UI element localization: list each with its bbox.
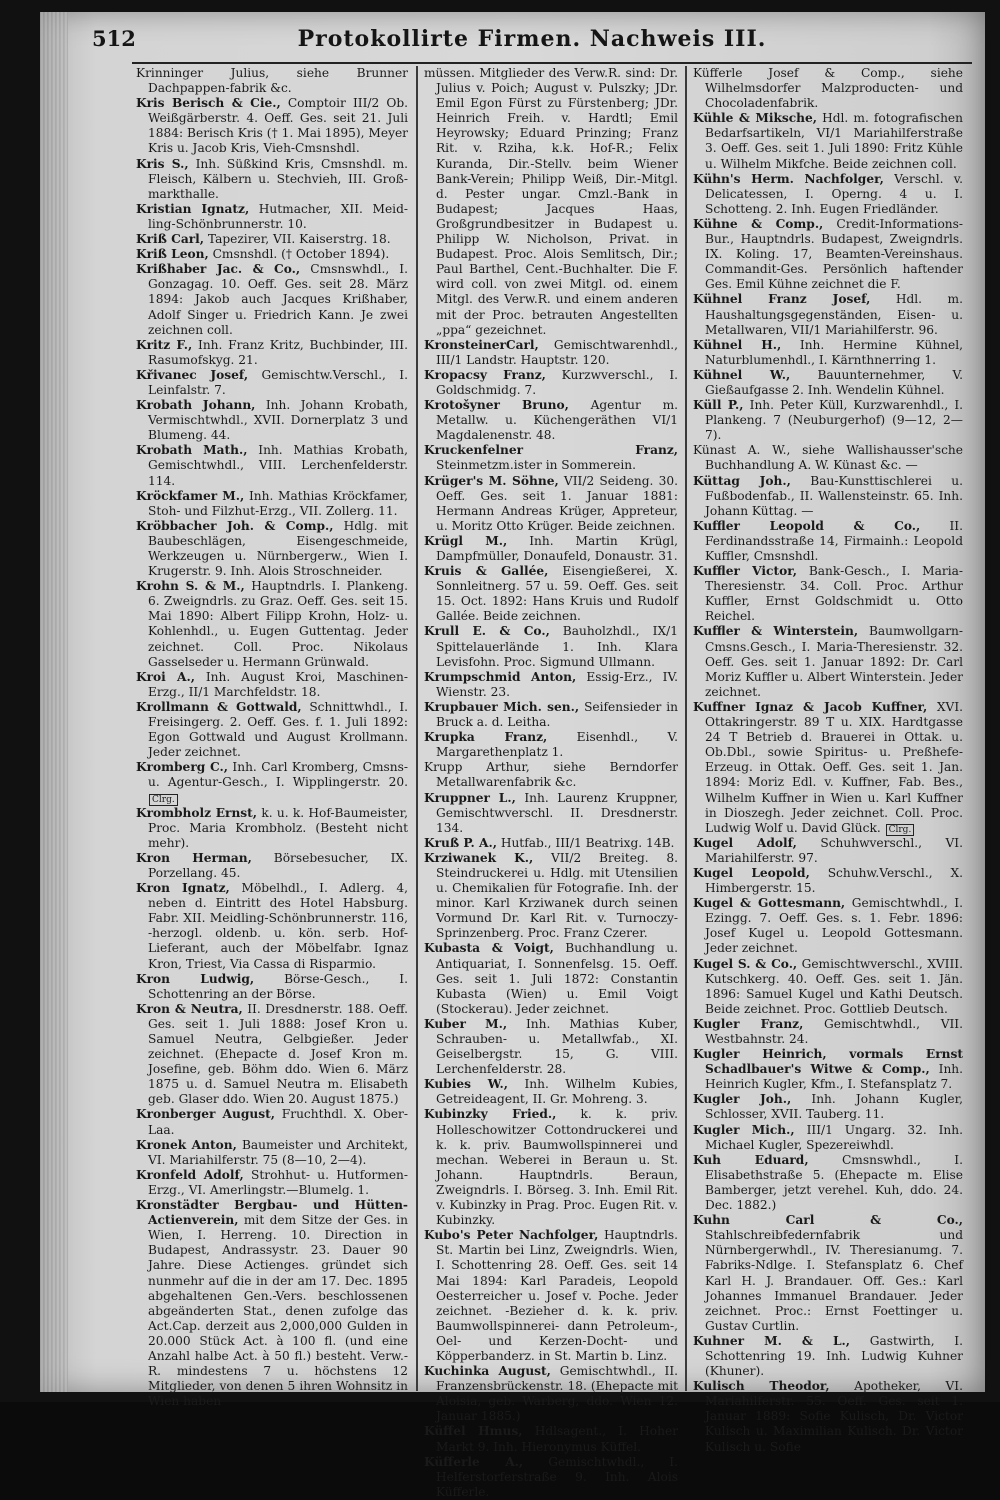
firm-name: Kugler Heinrich, vormals Ernst Schadlbauer's Witwe & Comp.,: [693, 1047, 963, 1077]
firm-name: Krotošyner Bruno,: [424, 398, 569, 413]
directory-entry: [693, 172, 963, 217]
firm-name: Krombholz Ernst,: [136, 805, 258, 820]
directory-entry: [136, 262, 408, 337]
firm-details: Inh. Mathias Kröckfamer, Stoh- und Filzhut-Erzg., VII. Zollerg. 11.: [148, 488, 408, 518]
firm-name: Kuffler Leopold & Co.,: [693, 518, 921, 533]
firm-name: Kris Berisch & Cie.,: [136, 96, 281, 111]
firm-details: Comptoir III/2 Ob. Weißgärberstr. 4. Oeff. Ges. seit 21. Juli 1884: Berisch Kris († 1. Mai 1895), Meyer Kris u. Jacob Kris, Vieh-Cmsnshdl.: [148, 96, 409, 156]
firm-details: Inh. August Kroi, Maschinen-Erzg., II/1 Marchfeldstr. 18.: [148, 669, 408, 699]
directory-entry: [424, 791, 678, 836]
directory-entry: [136, 670, 408, 700]
firm-details: müssen. Mitglieder des Verw.R. sind: Dr. Julius v. Poich; August v. Pulszky; JDr. Emil Egon Fürst zu Fürstenberg; JDr. Heinrich Freih. v. Hardtl; Emil Heyrowsky; Eduard Prinzing; Franz Rit. v. Rziha, k.k. Hof-R.; Felix Kuranda, Dir.-Stellv. beim Wiener Bank-Verein; Philipp Weiß, Dir.-Mitgl. d. Pester ungar. Cmzl.-Bank in Budapest; Jacques Haas, Großgrundbesitzer in Budapest u. Philipp W. Nicholson, Privat. in Budapest. Proc. Alois Semlitsch, Dir.; Paul Barthel, Cent.-Buchhalter. Die F. wird coll. von zwei Mitgl. od. einem Mitgl. des Verw.R. und einem anderen mit der Proc. betrauten Angestellten „ppa“ gezeichnet.: [424, 66, 678, 337]
firm-name: Küll P.,: [693, 398, 744, 413]
firm-name: Kron Herman,: [136, 850, 252, 865]
directory-entry: [424, 443, 678, 473]
directory-entry: [424, 836, 678, 851]
firm-name: Kuhner M. & L.,: [693, 1333, 851, 1348]
directory-entry: [693, 564, 963, 624]
firm-name: Kugel Leopold,: [693, 865, 810, 880]
firm-name: Krupka Franz,: [424, 730, 548, 745]
directory-entry: [424, 624, 678, 669]
firm-name: Kröckfamer M.,: [136, 488, 245, 503]
firm-name: Krollmann & Gottwald,: [136, 699, 302, 714]
directory-entry: [136, 851, 408, 881]
directory-entry: [136, 1138, 408, 1168]
directory-entry: [136, 232, 408, 247]
firm-name: Kristian Ignatz,: [136, 201, 250, 216]
directory-entry: [136, 368, 408, 398]
directory-entry: [693, 474, 963, 519]
directory-entry: [136, 1107, 408, 1137]
firm-details: Steinmetzm.ister in Sommerein.: [436, 458, 636, 473]
directory-entry: [693, 1123, 963, 1153]
firm-name: KronsteinerCarl,: [424, 337, 539, 352]
firm-name: Kronberger August,: [136, 1107, 275, 1122]
clearing-stamp: Clrg.: [886, 824, 915, 836]
directory-entry: [693, 519, 963, 564]
firm-name: Kühnel W.,: [693, 367, 791, 382]
directory-entry: [424, 398, 678, 443]
firm-details: XVI. Ottakringerstr. 89 T u. XIX. Hardtgasse 24 T Betrieb d. Brauerei in Ottak. u. Ob.Dbl., sowie Spiritus- u. Preßhefe-Erzeug. in Ottak. Oeff. Ges. seit 1. Jan. 1894: Moriz Edl. v. Kuffner, Fab. Bes., Wilhelm Kuffner in Wien u. Karl Kuffner in Dioszegh. Jeder zeichnet. Coll. Proc. Ludwig Wolf u. David Glück.: [705, 699, 964, 835]
directory-entry: [424, 1455, 678, 1500]
firm-name: Kubasta & Voigt,: [424, 941, 554, 956]
directory-entry: [424, 368, 678, 398]
firm-name: Kriß Carl,: [136, 232, 205, 247]
directory-entry: [136, 881, 408, 972]
directory-entry: [693, 896, 963, 956]
firm-details: Kurzwverschl., I. Goldschmidg. 7.: [436, 367, 679, 397]
firm-details: Hutfab., III/1 Beatrixg. 14B.: [500, 835, 675, 850]
firm-details: Cmsnswhdl., I. Gonzagag. 10. Oeff. Ges. seit 28. März 1894: Jakob auch Jacques Krißhaber, Adolf Singer u. Friedrich Kann. Je zwei zeichnen coll.: [148, 262, 408, 337]
firm-details: Strohhut- u. Hutformen-Erzg., VI. Amerlingstr.—Blumelg. 1.: [148, 1167, 408, 1197]
firm-name: Kuffler & Winterstein,: [693, 624, 859, 639]
directory-entry: [424, 1077, 678, 1107]
firm-details: Krinninger Julius, siehe Brunner Dachpappen-fabrik &c.: [136, 66, 408, 96]
directory-entry: [424, 1228, 678, 1364]
directory-entry: [693, 443, 963, 473]
firm-name: Krziwanek K.,: [424, 850, 534, 865]
firm-name: Küffel Hmus,: [424, 1424, 523, 1439]
directory-entry: [424, 1107, 678, 1228]
directory-entry: [424, 941, 678, 1016]
firm-name: Kuh Eduard,: [693, 1152, 809, 1167]
firm-details: Gemischtwhdl., VII. Westbahnstr. 24.: [705, 1016, 963, 1046]
firm-details: Möbelhdl., I. Adlerg. 4, neben d. Eintritt des Hotel Habsburg. Fabr. XII. Meidling-Schönbrunnerstr. 116, -herzogl. oldenb. u. kön. serb. Hof-Lieferant, auch der Möbelfabr. Ignaz Kron, Triest, Via Cassa di Risparmio.: [148, 881, 408, 971]
firm-name: Krull E. & Co.,: [424, 624, 550, 639]
firm-details: Inh. Hermine Kühnel, Naturblumenhdl., I. Kärnthnerring 1.: [705, 337, 964, 367]
firm-details: Seifensieder in Bruck a. d. Leitha.: [436, 699, 678, 730]
firm-name: Kuffler Victor,: [693, 564, 797, 579]
directory-entry: [424, 700, 678, 730]
directory-entry: [136, 1198, 408, 1409]
firm-name: Kroi A.,: [136, 669, 195, 684]
directory-entry: [693, 700, 963, 836]
firm-details: Baumeister und Architekt, VI. Mariahilferstr. 75 (8—10, 2—4).: [148, 1137, 409, 1167]
firm-details: Börse-Gesch., I. Schottenring an der Börse.: [148, 971, 408, 1001]
firm-details: III/1 Ungarg. 32. Inh. Michael Kugler, Spezereiwhdl.: [705, 1122, 963, 1152]
firm-name: Krügl M.,: [424, 533, 508, 548]
firm-details: Inh. Carl Kromberg, Cmsns-u. Agentur-Gesch., I. Wipplingerstr. 20.: [148, 760, 408, 790]
firm-name: Kühne & Comp.,: [693, 216, 824, 231]
page-number: 512: [92, 26, 136, 51]
firm-name: Kruis & Gallée,: [424, 564, 549, 579]
firm-details: Gemischtwverschl., XVIII. Kutschkerg. 40. Oeff. Ges. seit 1. Jän. 1896: Samuel Kugel und Kathi Deutsch. Beide zeichnet. Proc. Gottlieb Deutsch.: [705, 956, 963, 1016]
firm-details: Inh. Peter Küll, Kurzwarenhdl., I. Plankeng. 7 (Neuburgerhof) (9—12, 2—7).: [705, 398, 964, 443]
firm-details: Schuhwverschl., VI. Mariahilferstr. 97.: [705, 835, 963, 865]
directory-entry: [424, 1017, 678, 1077]
firm-name: Kronstädter Bergbau- und Hütten-Actienverein,: [136, 1198, 408, 1228]
firm-details: Credit-Informations-Bur., Hauptndrls. Budapest, Zweigndrls. IX. Koling. 17, Beamten-Vereinshaus. Commandit-Ges. Persönlich haftender Ges. Emil Kühne zeichnet die F.: [705, 216, 964, 292]
directory-entry: [424, 730, 678, 760]
directory-entry: [136, 247, 408, 262]
firm-name: Kuhn Carl & Co.,: [693, 1213, 963, 1228]
firm-name: Kruß P. A.,: [424, 835, 497, 850]
firm-name: Kugel S. & Co.,: [693, 956, 798, 971]
firm-name: Kritz F.,: [136, 337, 193, 352]
directory-entry: [693, 398, 963, 443]
directory-entry: [136, 1168, 408, 1198]
firm-details: Schnittwhdl., I. Freisingerg. 2. Oeff. Ges. f. 1. Juli 1892: Egon Gottwald und August Krollmann. Jeder zeichnet.: [148, 699, 409, 760]
firm-details: Inh. Laurenz Kruppner, Gemischtwverschl. II. Dresdnerstr. 134.: [436, 790, 678, 835]
firm-details: Hdlsagent., I. Hoher Markt 9. Inh. Hieronymus Küffel.: [436, 1424, 678, 1454]
directory-entry: [136, 806, 408, 851]
directory-entry: [693, 111, 963, 171]
directory-entry: [693, 866, 963, 896]
firm-name: Krobath Math.,: [136, 443, 248, 458]
firm-details: Eisengießerei, X. Sonnleitnerg. 57 u. 59. Oeff. Ges. seit 15. Oct. 1892: Hans Kruis und Rudolf Gallée. Beide zeichnen.: [436, 564, 679, 624]
firm-details: Baumwollgarn-Cmsns.Gesch., I. Maria-Theresienstr. 32. Oeff. Ges. seit 1. Januar 1892: Dr. Carl Moriz Kuffler u. Albert Winterstein. Jeder zeichnet.: [705, 624, 963, 699]
firm-name: Kugel & Gottesmann,: [693, 896, 846, 911]
firm-name: Křivanec Josef,: [136, 367, 249, 382]
directory-entry: [136, 96, 408, 156]
firm-name: Kühnel H.,: [693, 337, 782, 352]
firm-details: Tapezirer, VII. Kaiserstrg. 18.: [207, 232, 391, 247]
directory-entry: [136, 398, 408, 443]
firm-name: Küfferle A.,: [424, 1454, 524, 1469]
firm-details: Bauunternehmer, V. Gießaufgasse 2. Inh. Wendelin Kühnel.: [705, 367, 963, 397]
directory-entry: [136, 760, 408, 805]
column-left: [136, 66, 409, 1409]
directory-entry: [693, 836, 963, 866]
header-rule: [132, 62, 972, 64]
firm-name: Kruckenfelner Franz,: [424, 443, 678, 458]
firm-details: Inh. Heinrich Kugler, Kfm., I. Stefansplatz 7.: [705, 1062, 964, 1092]
firm-details: Hdl. m. Haushaltungsgegenständen, Eisen- u. Metallwaren, VII/1 Mariahilferstr. 96.: [705, 292, 963, 337]
firm-details: Gemischtw.Verschl., I. Leinfalstr. 7.: [148, 367, 408, 397]
directory-entry: [693, 1334, 963, 1379]
firm-details: Verschl. v. Delicatessen, I. Operng. 4 u. I. Schotteng. 2. Inh. Eugen Friedländer.: [705, 171, 964, 216]
firm-details: Eisenhdl., V. Margarethenplatz 1.: [436, 730, 679, 760]
firm-details: Inh. Mathias Kuber, Schrauben- u. Metallwfab., XI. Geiselbergstr. 15, G. VIII. Lerchenfelderstr. 28.: [436, 1016, 679, 1077]
firm-details: Küfferle Josef & Comp., siehe Wilhelmsdorfer Malzproducten- und Chocoladenfabrik.: [693, 66, 963, 111]
firm-name: Kronek Anton,: [136, 1137, 237, 1152]
directory-entry: [136, 579, 408, 670]
firm-details: Apotheker, VI. Mariahilferstr. 55. Oeff. Ges. seit 1. Januar 1889: Sofie Kulisch, Dr. Victor Kulisch u. Maximilian Kulisch. Dr. Victor Kulisch u. Sofie: [705, 1379, 963, 1454]
page-header: [92, 26, 972, 56]
firm-details: k. k. priv. Holleschowitzer Cottondruckerei und k. k. priv. Baumwollspinnerei und mechan. Weberei in Beraun u. St. Johann. Hauptndrls. Beraun, Zweigndrls. I. Börseg. 3. Inh. Emil Rit. v. Kubinzky in Prag. Proc. Eugen Rit. v. Kubinzky.: [436, 1107, 678, 1228]
firm-details: VII/2 Seideng. 30. Oeff. Ges. seit 1. Januar 1881: Hermann Andreas Krüger, Appreteur, u. Moritz Otto Krüger. Beide zeichnen.: [436, 473, 679, 533]
firm-details: mit dem Sitze der Ges. in Wien, I. Herreng. 10. Direction in Budapest, Andrassystr. 23. Dauer 90 Jahre. Diese Actienges. gründet sich nunmehr auf die in der am 17. Dec. 1895 abgehaltenen Gen.-Vers. beschlossenen abgeänderten Stat., denen zufolge das Act.Cap. derzeit aus 2,000,000 Gulden in 20.000 Stück Act. à 100 fl. (und eine Anzahl halbe Act. à 50 fl.) besteht. Verw.-R. mindestens 7 u. höchstens 12 Mitglieder, von denen 5 ihren Wohnsitz in Wien haben: [148, 1213, 408, 1409]
column-divider-right: [685, 66, 687, 1391]
firm-details: Bank-Gesch., I. Maria-Theresienstr. 34. Coll. Proc. Arthur Kuffler, Ernst Goldschmidt u. Otto Reichel.: [705, 564, 964, 624]
firm-details: Gastwirth, I. Schottenring 19. Inh. Ludwig Kuhner (Khuner).: [705, 1333, 963, 1379]
directory-entry: [424, 534, 678, 564]
directory-entry: [693, 292, 963, 337]
directory-entry: [136, 1002, 408, 1108]
firm-name: Kropacsy Franz,: [424, 367, 546, 382]
directory-entry: [693, 217, 963, 292]
firm-details: Krupp Arthur, siehe Berndorfer Metallwarenfabrik &c.: [424, 760, 678, 790]
firm-details: Hauptndrls. St. Martin bei Linz, Zweigndrls. Wien, I. Schottenring 28. Oeff. Ges. seit 14 Mai 1894: Karl Paradeis, Leopold Oesterreicher u. Josef v. Poche. Jeder zeichnet. -Bezieher d. k. k. priv. Baumwollspinnerei- dann Petroleum-, Oel- und Kerzen-Docht- und Köpperbanderz. in St. Martin b. Linz.: [436, 1228, 678, 1363]
directory-entry: [424, 851, 678, 942]
directory-entry: [424, 564, 678, 624]
firm-name: Kromberg C.,: [136, 760, 228, 775]
firm-name: Kubo's Peter Nachfolger,: [424, 1228, 599, 1243]
firm-name: Kruppner L.,: [424, 790, 516, 805]
firm-name: Kühn's Herm. Nachfolger,: [693, 171, 884, 186]
firm-details: II. Ferdinandsstraße 14, Firmainh.: Leopold Kuffler, Cmsnshdl.: [705, 518, 963, 563]
firm-name: Kron & Neutra,: [136, 1001, 243, 1016]
book-page-edges: [40, 12, 68, 1392]
firm-details: Inh. Mathias Krobath, Gemischtwhdl., VIII. Lerchenfelderstr. 114.: [148, 443, 408, 488]
firm-name: Kron Ignatz,: [136, 881, 230, 896]
firm-details: Inh. Johann Krobath, Vermischtwhdl., XVII. Dornerplatz 3 und Blumeng. 44.: [148, 398, 408, 443]
directory-entry: [693, 1047, 963, 1092]
firm-details: Inh. Martin Krügl, Dampfmüller, Donaufeld, Donaustr. 31.: [436, 533, 679, 563]
firm-details: Hutmacher, XII. Meid-ling-Schönbrunnerstr. 10.: [148, 201, 408, 231]
firm-name: Kugler Mich.,: [693, 1122, 795, 1137]
firm-details: Hauptndrls. I. Plankeng. 6. Zweigndrls. zu Graz. Oeff. Ges. seit 15. Mai 1890: Albert Filipp Krohn, Holz- u. Kohlenhdl., u. Eugen Guttentag. Jeder zeichnet. Coll. Proc. Nikolaus Gasselseder u. Hermann Grünwald.: [148, 579, 409, 669]
firm-name: Krupbauer Mich. sen.,: [424, 699, 580, 714]
column-middle: [424, 66, 679, 1499]
firm-name: Kühle & Miksche,: [693, 111, 818, 126]
firm-name: Krobath Johann,: [136, 398, 256, 413]
firm-name: Krumpschmid Anton,: [424, 669, 577, 684]
firm-name: Kuffner Ignaz & Jacob Kuffner,: [693, 699, 928, 714]
firm-details: Gemischtwhdl., II. Franzensbrückenstr. 18. (Ehepacte mit Aloisia, geb. Warberg, ddo. Wien 12. Januar 1885.): [436, 1364, 679, 1424]
column-right: [693, 66, 964, 1454]
firm-name: Kris S.,: [136, 156, 189, 171]
firm-name: Krüger's M. Söhne,: [424, 473, 559, 488]
directory-entry: [136, 66, 408, 96]
firm-name: Kuchinka August,: [424, 1364, 551, 1379]
firm-details: Stahlschreibfedernfabrik und Nürnbergerwhdl., IV. Theresianumg. 7. Fabriks-Ndlge. I. Stefansplatz 6. Chef Karl H. J. Brandauer. Off. Ges.: Karl Johannes Immanuel Brandauer. Jeder zeichnet. Proc.: Ernst Foettinger u. Gustav Curtlin.: [705, 1228, 963, 1333]
firm-details: Bauholzhdl., IX/1 Spittelauerlände 1. Inh. Klara Levisfohn. Proc. Sigmund Ullmann.: [436, 624, 678, 669]
directory-entry: [136, 489, 408, 519]
firm-details: II. Dresdnerstr. 188. Oeff. Ges. seit 1. Juli 1888: Josef Kron u. Samuel Neutra, Gelbgießer. Jeder zeichnet. (Ehepacte d. Josef Kron m. Josefine, geb. Böhm ddo. Wien 6. März 1875 u. d. Samuel Neutra m. Elisabeth geb. Glaser ddo. Wien 20. August 1875.): [148, 1001, 408, 1107]
directory-entry: [136, 519, 408, 579]
firm-details: VII/2 Breiteg. 8. Steindruckerei u. Hdlg. mit Utensilien u. Chemikalien für Fotografie. Inh. der minor. Karl Krziwanek durch seinen Vormund Dr. Karl Rit. v. Turnoczy-Sprinzenberg. Proc. Franz Czerer.: [436, 850, 678, 941]
firm-details: Essig-Erz., IV. Wienstr. 23.: [436, 669, 679, 699]
firm-details: k. u. k. Hof-Baumeister, Proc. Maria Krombholz. (Besteht nicht mehr).: [148, 805, 408, 850]
directory-entry: [693, 624, 963, 699]
firm-details: Gemischtwhdl., I. Helferstorferstraße 9. Inh. Alois Küfferle.: [436, 1454, 678, 1499]
directory-entry: [136, 157, 408, 202]
firm-name: Krißhaber Jac. & Co.,: [136, 262, 301, 277]
directory-entry: [693, 1092, 963, 1122]
firm-name: Kuber M.,: [424, 1016, 508, 1031]
firm-details: Inh. Johann Kugler, Schlosser, XVII. Tauberg. 11.: [705, 1092, 963, 1122]
directory-entry: [424, 1424, 678, 1454]
directory-entry: [693, 368, 963, 398]
directory-entry: [424, 66, 678, 338]
directory-entry: [136, 338, 408, 368]
firm-details: Cmsnshdl. († October 1894).: [212, 247, 390, 262]
firm-details: Bau-Kunsttischlerei u. Fußbodenfab., II. Wallensteinstr. 65. Inh. Johann Küttag. —: [705, 473, 964, 518]
clearing-stamp: Clrg.: [149, 794, 178, 806]
firm-name: Küttag Joh.,: [693, 473, 791, 488]
firm-details: Inh. Wilhelm Kubies, Getreideagent, II. Gr. Mohreng. 3.: [436, 1077, 679, 1107]
firm-details: Gemischtwarenhdl., III/1 Landstr. Hauptstr. 120.: [436, 337, 678, 367]
firm-name: Kühnel Franz Josef,: [693, 292, 871, 307]
directory-entry: [136, 443, 408, 488]
firm-details: Gemischtwhdl., I. Ezingg. 7. Oeff. Ges. s. 1. Febr. 1896: Josef Kugel u. Leopold Gottesmann. Jeder zeichnet.: [705, 896, 963, 956]
directory-entry: [424, 670, 678, 700]
firm-name: Kröbbacher Joh. & Comp.,: [136, 518, 334, 533]
firm-details: Hdlg. mit Baubeschlägen, Eisengeschmeide, Werkzeugen u. Nürnbergerw., Wien I. Krugerstr. 9. Inh. Alois Stroschneider.: [148, 518, 408, 579]
firm-name: Kugler Franz,: [693, 1016, 804, 1031]
directory-entry: [693, 66, 963, 111]
directory-entry: [424, 760, 678, 790]
directory-entry: [136, 700, 408, 760]
firm-details: Agentur m. Metallw. u. Küchengeräthen VI/1 Magdalenenstr. 48.: [436, 398, 678, 443]
directory-entry: [424, 1364, 678, 1424]
firm-name: Kugler Joh.,: [693, 1092, 792, 1107]
firm-name: Kronfeld Adolf,: [136, 1167, 244, 1182]
firm-details: Künast A. W., siehe Wallishausser'sche Buchhandlung A. W. Künast &c. —: [693, 443, 963, 473]
directory-entry: [693, 338, 963, 368]
directory-entry: [693, 1213, 963, 1334]
directory-entry: [693, 957, 963, 1017]
directory-entry: [424, 338, 678, 368]
directory-entry: [136, 202, 408, 232]
directory-entry: [424, 474, 678, 534]
directory-entry: [136, 972, 408, 1002]
firm-details: Schuhw.Verschl., X. Himbergerstr. 15.: [705, 865, 963, 896]
firm-details: Hdl. m. fotografischen Bedarfsartikeln, VI/1 Mariahilferstraße 3. Oeff. Ges. seit 1. Juli 1890: Fritz Kühle u. Wilhelm Mikfche. Beide zeichnen coll.: [705, 111, 963, 171]
firm-details: Börsebesucher, IX. Porzellang. 45.: [148, 850, 408, 880]
page-title: Protokollirte Firmen. Nachweis III.: [297, 26, 767, 52]
firm-name: Krohn S. & M.,: [136, 579, 245, 594]
directory-entry: [693, 1153, 963, 1213]
firm-details: Inh. Süßkind Kris, Cmsnshdl. m. Fleisch, Kälbern u. Stechvieh, III. Groß-markthalle.: [148, 156, 408, 201]
firm-details: Cmsnswhdl., I. Elisabethstraße 5. (Ehepacte m. Elise Bamberger, jetzt verehel. Kuh, ddo. 24. Dec. 1882.): [705, 1152, 963, 1213]
firm-name: Kulisch Theodor,: [693, 1379, 830, 1394]
directory-entry: [693, 1017, 963, 1047]
directory-entry: [693, 1379, 963, 1454]
firm-details: Inh. Franz Kritz, Buchbinder, III. Rasumofskyg. 21.: [148, 337, 408, 367]
firm-details: Buchhandlung u. Antiquariat, I. Sonnenfelsg. 15. Oeff. Ges. seit 1. Juli 1872: Constantin Kubasta (Wien) u. Emil Voigt (Stockerau). Jeder zeichnet.: [436, 941, 678, 1016]
column-divider-left: [416, 66, 418, 1391]
firm-name: Kriß Leon,: [136, 247, 209, 262]
firm-name: Kugel Adolf,: [693, 835, 797, 850]
firm-name: Kron Ludwig,: [136, 971, 255, 986]
firm-name: Kubinzky Fried.,: [424, 1107, 557, 1122]
firm-name: Kubies W.,: [424, 1077, 509, 1092]
firm-details: Fruchthdl. X. Ober-Laa.: [148, 1107, 409, 1137]
